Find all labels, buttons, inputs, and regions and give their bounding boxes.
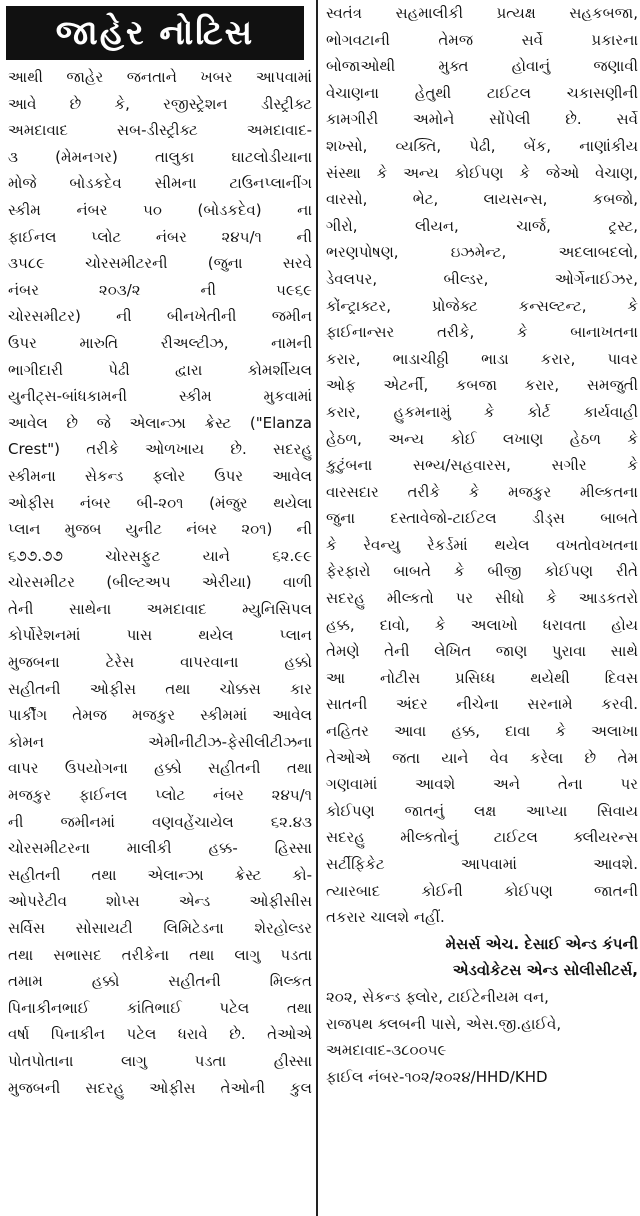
notice-text-line: કોંન્ટ્રાક્ટર, પ્રોજેક્ટ કન્સલ્ટન્ટ, કે [326, 296, 638, 315]
signature-role: એડવોકેટસ એન્ડ સોલીસીટર્સ, [452, 961, 638, 980]
notice-text-line: મુજબની સદરહુ ઓફીસ તેઓની કુલ [8, 1078, 312, 1097]
notice-text-line: તેમણે તેની લેખિત જાણ પુરાવા સાથે [326, 642, 638, 661]
notice-text-line: ગણવામાં આવશે અને તેના પર [326, 775, 638, 794]
notice-text-line: કુટુંબના સભ્ય/સહવારસ, સગીર કે [326, 456, 638, 475]
column-divider [316, 0, 318, 1216]
signature-address-line-1: ૨૦૨, સેકન્ડ ફ્લોર, ટાઈટેનીયમ વન, [326, 987, 549, 1006]
notice-text-line: કરાર, હુકમનામું કે કોર્ટ કાર્યવાહી [326, 402, 638, 421]
notice-text-line: કામગીરી અમોને સોંપેલી છે. સર્વે [326, 110, 638, 129]
notice-text-line: વારસો, ભેટ, લાયસન્સ, કબજો, [326, 190, 638, 209]
notice-text-line: અમદાવાદ સબ-ડીસ્ટ્રીક્ટ અમદાવાદ- [8, 121, 312, 140]
notice-text-line: તેની સાથેના અમદાવાદ મ્યુનિસિપલ [8, 599, 312, 618]
notice-text-line: મુજબના ટેરેસ વાપરવાના હક્કો [8, 653, 312, 672]
notice-text-line: ભરણપોષણ, ઇઝમેન્ટ, અદલાબદલો, [326, 243, 638, 262]
notice-text-line: કોઈપણ જાતનું લક્ષ આપ્યા સિવાય [326, 801, 638, 820]
notice-text-line: સર્ટીફિકેટ આપવામાં આવશે. [326, 855, 638, 873]
notice-text-line: તકરાર ચાલશે નહીં. [326, 908, 445, 927]
notice-text-line: તથા સભાસદ તરીકેના તથા લાગુ પડતા [8, 945, 312, 964]
notice-text-line: ઉપર મારુતિ રીઅલ્ટીઝ, નામની [8, 333, 312, 352]
notice-text-line: ત્યારબાદ કોઈની કોઈપણ જાતની [326, 881, 638, 900]
notice-text-line: Crest") તરીકે ઓળખાય છે. સદરહુ [8, 440, 312, 459]
notice-text-line: ફેરફારો બાબતે કે બીજી કોઈપણ રીતે [326, 562, 638, 581]
notice-text-line: ઓફીસ નંબર બી-૨૦૧ (મંજુર થયેલા [8, 493, 312, 512]
notice-text-line: ભોગવટાની તેમજ સર્વે પ્રકારના [326, 30, 638, 49]
notice-text-line: સદરહુ મીલ્કતો પર સીધો કે આડકતરો [326, 589, 638, 608]
notice-right-column [322, 0, 638, 1090]
notice-text-line: પાર્કીંગ તેમજ મજકુર સ્કીમમાં આવેલ [8, 706, 312, 725]
notice-text-line: જુના દસ્તાવેજો-ટાઈટલ ડીડ્સ બાબતે [326, 509, 638, 528]
notice-text-line: પોતપોતાના લાગુ પડતા હીસ્સા [8, 1051, 312, 1070]
notice-text-line: યુનીટ્સ-બાંધકામની સ્કીમ મુકવામાં [8, 387, 312, 406]
notice-text-line: તમામ હક્કો સહીતની મિલ્કત [8, 972, 312, 991]
notice-text-line: આવે છે કે, રજીસ્ટ્રેશન ડીસ્ટ્રીક્ટ [8, 94, 312, 113]
notice-text-line: કે રેવન્યુ રેકર્ડમાં થયેલ વખતોવખતના [326, 535, 638, 554]
notice-text-line: વાપર ઉપયોગના હક્કો સહીતની તથા [8, 759, 312, 778]
notice-text-line: પ્લાન મુજબ યુનીટ નંબર ૨૦૧) ની [8, 520, 312, 539]
notice-text-line: ઓફ એટર્ની, કબજા કરાર, સમજુતી [326, 376, 638, 395]
notice-text-line: ૩ (મેમનગર) તાલુકા ઘાટલોડીયાના [8, 147, 312, 166]
notice-text-line: ફાઈનલ પ્લોટ નંબર ૨૪૫/૧ ની [8, 227, 312, 246]
notice-text-line: સ્વતંત્ર સહમાલીકી પ્રત્યક્ષ સહકબજા, [326, 4, 638, 22]
notice-text-line: કોમન એમીનીટીઝ-ફેસીલીટીઝના [8, 732, 312, 751]
signature-firm: મેસર્સ એચ. દેસાઈ એન્ડ કંપની [445, 934, 638, 953]
notice-text-line: શખ્સો, વ્યક્તિ, પેઢી, બેંક, નાણાંકીય [326, 136, 638, 155]
notice-text-line: વારસદાર તરીકે કે મજકુર મીલ્કતના [326, 482, 638, 501]
notice-text-line: સ્કીમના સેકન્ડ ફ્લોર ઉપર આવેલ [8, 466, 312, 485]
right-body-text [322, 0, 638, 931]
notice-text-line: આથી જાહેર જનતાને ખબર આપવામાં [8, 68, 312, 86]
notice-text-line: સાતની અંદર નીચેના સરનામે કરવી. [326, 695, 638, 714]
notice-text-line: સહીતની ઓફીસ તથા ચોક્કસ કાર [8, 679, 312, 698]
notice-text-line: હેઠળ, અન્ય કોઈ લખાણ હેઠળ કે [326, 429, 638, 448]
notice-text-line: ઓપરેટીવ શોપ્સ એન્ડ ઓફીસીસ [8, 892, 312, 911]
signature-city: અમદાવાદ-૩૮૦૦૫૯ [326, 1041, 447, 1060]
notice-text-line: મોજે બોડકદેવ સીમના ટાઉનપ્લાનીંગ [8, 174, 312, 193]
notice-text-line: ડેવલપર, બીલ્ડર, ઓર્ગેનાઈઝર, [326, 269, 638, 288]
notice-text-line: પિનાકીનભાઈ કાંતિભાઈ પટેલ તથા [8, 998, 312, 1017]
notice-text-line: ૬૭૭.૭૭ ચોરસફુટ યાને ૬૨.૯૯ [8, 546, 312, 565]
notice-text-line: સર્વિસ સોસાયટી લિમિટેડના શેરહોલ્ડર [8, 919, 312, 937]
notice-text-line: બોજાઓથી મુક્ત હોવાનું જણાવી [326, 57, 638, 76]
notice-left-column [0, 0, 312, 1101]
notice-text-line: હક્ક, દાવો, કે અલાખો ધરાવતા હોય [326, 615, 638, 634]
notice-text-line: ચોરસમીટર) ની બીનખેતીની જમીન [8, 307, 312, 326]
notice-text-line: ચોરસમીટર (બીલ્ટઅપ એરીયા) વાળી [8, 573, 312, 592]
notice-text-line: વેચાણના હેતુથી ટાઈટલ ચકાસણીની [326, 83, 638, 102]
notice-text-line: સંસ્થા કે અન્ય કોઈપણ કે જેઓ વેચાણ, [326, 163, 638, 182]
notice-text-line: નહિતર આવા હક્ક, દાવા કે અલાખા [326, 722, 638, 741]
notice-text-line: કરાર, ભાડાચીઠ્ઠી ભાડા કરાર, પાવર [326, 349, 638, 368]
left-body-text [0, 64, 312, 1101]
signature-file-number: ફાઈલ નંબર-૧૦૨/૨૦૨૪/HHD/KHD [326, 1067, 548, 1086]
notice-text-line: આવેલ છે જે એલાન્ઝા ક્રેસ્ટ ("Elanza [8, 413, 312, 432]
notice-text-line: ૩૫૮૯ ચોરસમીટરની (જુના સરવે [8, 254, 312, 273]
notice-title: જાહેર નોટિસ [6, 6, 304, 60]
notice-text-line: સ્કીમ નંબર ૫૦ (બોડકદેવ) ના [8, 200, 312, 219]
signature-block [322, 931, 638, 1091]
notice-text-line: નંબર ૨૦૩/૨ ની ૫૯૬૯ [8, 280, 312, 299]
notice-text-line: ચોરસમીટરના માલીકી હક્ક- હિસ્સા [8, 839, 312, 858]
notice-text-line: મજકુર ફાઈનલ પ્લોટ નંબર ૨૪૫/૧ [8, 786, 312, 805]
notice-text-line: ગીરો, લીયન, ચાર્જ, ટ્રસ્ટ, [326, 216, 638, 235]
notice-text-line: વર્ષા પિનાકીન પટેલ ધરાવે છે. તેઓએ [8, 1025, 312, 1044]
notice-text-line: ની જમીનમાં વણવહેંચાયેલ ૬૨.૪૩ [8, 812, 312, 831]
notice-text-line: આ નોટીસ પ્રસિધ્ધ થયેથી દિવસ [326, 668, 638, 687]
notice-text-line: ફાઈનાન્સર તરીકે, કે બાનાખતના [326, 323, 638, 342]
notice-text-line: સહીતની તથા એલાન્ઝા ક્રેસ્ટ કો- [8, 865, 312, 884]
notice-text-line: સદરહુ મીલ્કતોનું ટાઈટલ ક્લીયરન્સ [326, 828, 638, 847]
signature-address-line-2: રાજપથ ક્લબની પાસે, એસ.જી.હાઈવે, [326, 1014, 562, 1033]
notice-text-line: કોર્પોરેશનમાં પાસ થયેલ પ્લાન [8, 626, 312, 645]
notice-text-line: ભાગીદારી પેઢી દ્વારા કોમર્શીયલ [8, 360, 312, 379]
notice-text-line: તેઓએ જતા યાને વેવ કરેલા છે તેમ [326, 748, 638, 767]
